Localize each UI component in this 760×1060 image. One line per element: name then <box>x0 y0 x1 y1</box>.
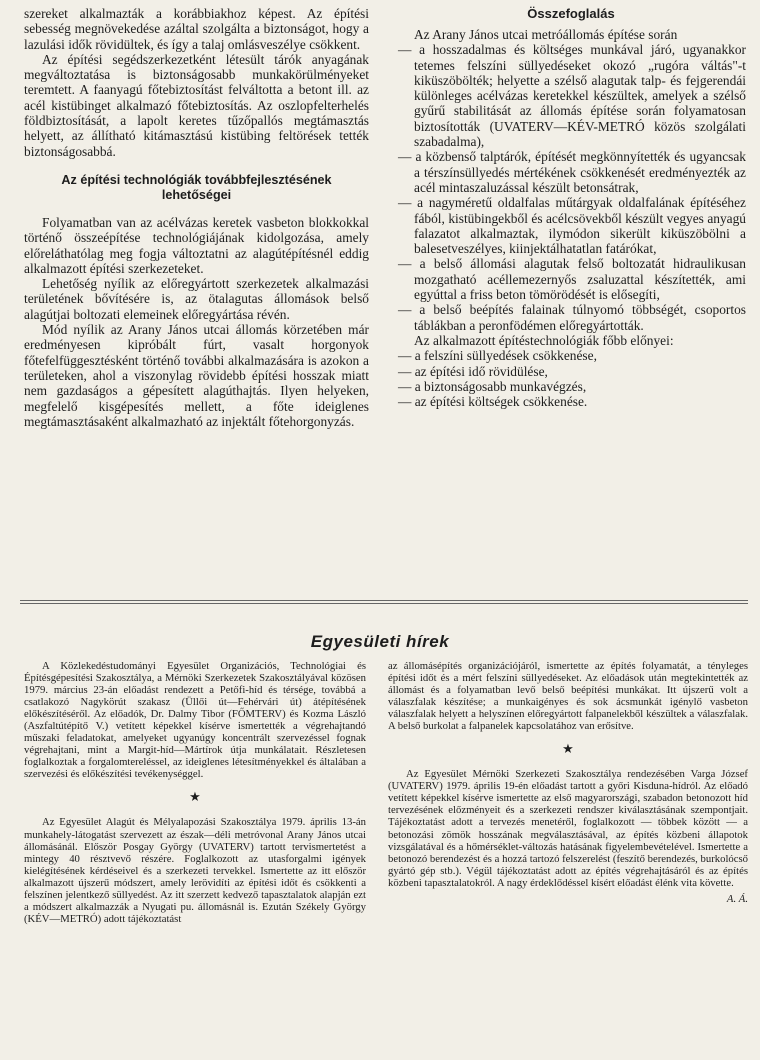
news-section-title: Egyesületi hírek <box>310 632 450 651</box>
summary-intro: Az Arany János utcai metróállomás építése során <box>414 27 678 42</box>
news-left-column <box>24 660 366 925</box>
paragraph: Lehetőség nyílik az előregyártott szerkezetek alkalmazási területének bővítésére is, az ötalagutas állomások belső alagútjai boltozati elemeinek előregyártása révén. <box>24 276 369 322</box>
advantage-item: — a felszíni süllyedések csökkenése, <box>398 348 597 364</box>
summary-bullet: — a közbenső talptárók, építését megkönnyítették és ugyancsak a térszínsüllyedés mértékének csökkenését eredményezték az acél mintaszaluzással készült betonsátrak, <box>398 149 746 195</box>
advantages-intro: Az alkalmazott építéstechnológiák főbb előnyei: <box>414 332 674 348</box>
news-paragraph: Az Egyesület Alagút és Mélyalapozási Szakosztálya 1979. április 13-án munkahely-látogatást szervezett az észak—déli metróvonal Arany János utcai állomásánál. Először Posgay György (UVATERV) tartott tervismertetést a mintegy 40 résztvevő részére. Foglalkozott az utasforgalmi igények kielégítésének kérdéseivel és a szerkezeti tervekkel. Ismertette az itt először alkalmazott újszerű módszert, amely lerövidíti az építési időt és csökkenti a felszínen jelentkező süllyedést. Az itt szerzett kedvező tapasztalatok alapján ezt a módszert alkalmazzák a Nyugati pu. állomásnál is. Ezután Székely György (KÉV—METRÓ) adott tájékoztatást <box>24 816 366 925</box>
summary-bullet: — a hosszadalmas és költséges munkával járó, ugyanakkor tetemes felszíni süllyedéseket okozó „rugóra váltás"-t kiküszöbölték; helyette a szélső alagutak talp- és fejgerendái különleges acélvázas keretekkel készültek, amelyek a szélső gyűrű stabilitását az állomás építése során folyamatosan biztosították (UVATERV—KÉV-METRÓ közös szolgálati szabadalma), <box>398 42 746 150</box>
news-right-column <box>388 660 748 905</box>
advantage-item: — az építési költségek csökkenése. <box>398 394 588 410</box>
star-separator-icon: ★ <box>562 741 574 757</box>
section-divider <box>20 600 748 601</box>
summary-title: Összefoglalás <box>527 6 615 21</box>
summary-bullet: — a nagyméretű oldalfalas műtárgyak oldalfalának építéséhez fából, kistübingekből és acélcsövekből készült vegyes anyagú falazatot alkalmaztak, ilymódon sikerült kiküszöbölni a balesetveszélyes, kiinjektálhatatlan fatárókat, <box>398 195 746 257</box>
section-divider <box>20 603 748 604</box>
author-signature: A. Á. <box>726 892 748 905</box>
news-paragraph: A Közlekedéstudományi Egyesület Organizációs, Technológiai és Építésgépesítési Szakosztálya, a Mérnöki Szerkezetek Szakosztályával közösen 1979. március 23-án előadást rendezett a Petőfi-híd és térsége, továbbá a csatlakozó Nagykörút szakasz (Üllői út—Fehérvári út) átépítésének előkészítéséről. Az előadók, Dr. Dalmy Tibor (FŐMTERV) és Kozma László (Aszfaltútépítő V.) vetített képekkel kísérve ismertették a végrehajtandó műszaki feladatokat, amelyeket ugyanúgy koncentrált szervezéssel fognak végrehajtani, mint a Margit-híd—Mártírok útja munkálatait. Részletesen foglalkoztak a forgalomtereléssel, az ideiglenes létesítményekkel és általában a szervezési és előkészítési tevékenységgel. <box>24 660 366 781</box>
summary-bullet: — a belső állomási alagutak felső boltozatát hidraulikusan mozgatható acéllemezernyős zsaluzattal készítették, ami egyúttal a friss beton tömörödését is elősegíti, <box>398 256 746 303</box>
news-paragraph: Az Egyesület Mérnöki Szerkezeti Szakosztálya rendezésében Varga József (UVATERV) 1979. április 19-én előadást tartott a győri Kisduna-hídról. Az előadó vetített képekkel kísérve ismertette az első magyarországi, szabadon betonozott híd tervezésének előzményeit és a szerkezeti rendszer kiválasztásának szempontjait. Tájékoztatást adott a tervezés menetéről, foglalkozott — többek között — a betonozási zömök hosszának megválasztásával, az építés közbeni állapotok vizsgálatával és a hőmérséklet-változás hatásának figyelembevételével. Ismertette a betonozó berendezést és a hozzá tartozó felszerelést (feszítő berendezés, burkolócső gyártó gép stb.). Végül tájékoztatást adott az építés végrehajtásáról és az építés közbeni tapasztalatokról. A nagy érdeklődéssel kísért előadást élénk vita követte. <box>388 768 748 889</box>
paragraph: Mód nyílik az Arany János utcai állomás körzetében már eredményesen kipróbált fúrt, vasalt horgonyok főtefelfüggesztésként történő további alkalmazására is azokon a területeken, ahol a viszonylag rövidebb építési hosszak miatt nem gazdaságos a gépesített alagúthajtás. Ilyen helyeken, megfelelő kisgépesítés mellett, a főte ideiglenes megtámasztásaként alkalmazható az injektált főtehorgonyzás. <box>24 322 369 429</box>
paragraph: szereket alkalmazták a korábbiakhoz képest. Az építési sebesség megnövekedése azáltal szolgálta a biztonságot, hogy a lazulási idők rövidültek, és így a talaj omlásveszélye csökkent. <box>24 6 369 52</box>
summary-bullet: — a belső beépítés falainak túlnyomó többségét, csoportos táblákban a peronfödémen előregyártották. <box>398 302 746 333</box>
advantage-item: — az építési idő rövidülése, <box>398 363 548 379</box>
left-column-article <box>24 6 369 429</box>
advantage-item: — a biztonságosabb munkavégzés, <box>398 378 587 394</box>
section-heading: Az építési technológiák továbbfejlesztésének lehetőségei <box>61 172 332 202</box>
summary-column <box>396 6 746 409</box>
news-paragraph: az állomásépítés organizációjáról, ismertette az építés folyamatát, a tényleges építési időt és a mért felszíni süllyedéseket. Az előadások után megtekintették az állomást és a folyamatban levő belső beépítési munkákat. Itt újszerű volt a válaszfalak készítése; a munkaigényes és sok ácsmunkát igénylő vasbeton válaszfalak helyett a helyszínen előregyártott falpanelekből készültek a válaszfalak. A belső burkolat a falpanelek kapcsolatához van erősítve. <box>388 660 748 733</box>
paragraph: Folyamatban van az acélvázas keretek vasbeton blokkokkal történő összeépítése technológiájának kidolgozása, amely előreláthatólag meg fogja változtatni az alagútépítésnél eddig alkalmazott építési szerkezeteket. <box>24 214 369 276</box>
paragraph: Az építési segédszerkezetként létesült tárók anyagának megváltoztatása is biztonságosabb munkakörülményeket teremtett. A faanyagú főtebiztosítást felváltotta a betont ill. az acél kistübinget alkalmazó főtebiztosítás. Az oszlopfelterhelés földbiztosítását, a lapolt keretes tűzőpallós megtámasztás helyett, az állítható kitámasztású kistübing feltörések tették biztonságosabbá. <box>24 51 369 159</box>
star-separator-icon: ★ <box>189 789 201 805</box>
